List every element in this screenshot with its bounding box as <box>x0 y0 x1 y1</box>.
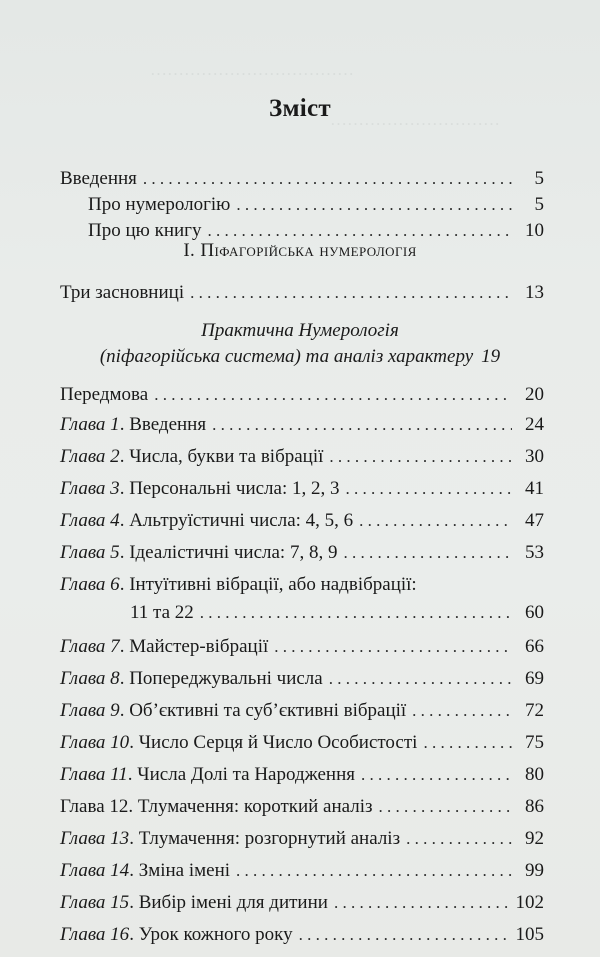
dot-leader <box>190 280 512 306</box>
toc-entry-label: Про нумерологію <box>88 194 231 215</box>
toc-entry-chapter-14[interactable] <box>60 858 544 884</box>
toc-entry-label: Глава 6. Інтуїтивні вібрації, або надвібрації: <box>60 574 417 595</box>
toc-entry-chapter-13[interactable] <box>60 826 544 852</box>
toc-entry-chapter-12[interactable] <box>60 794 544 820</box>
dot-leader <box>236 858 512 884</box>
toc-page-number: 66 <box>525 636 544 657</box>
toc-entry-label: Глава 13. Тлумачення: розгорнутий аналіз <box>60 828 401 849</box>
dot-leader <box>406 826 512 852</box>
chapter-prefix: Глава 11 <box>60 764 128 785</box>
toc-entry-chapter-16[interactable] <box>60 922 544 948</box>
dot-leader <box>361 762 512 788</box>
chapter-title: Числа, букви та вібрації <box>129 446 324 467</box>
toc-entry-chapter-9[interactable] <box>60 698 544 724</box>
toc-entry-chapter-3[interactable] <box>60 476 544 502</box>
dot-leader <box>346 476 513 502</box>
dot-leader <box>359 508 512 534</box>
toc-entry-three-founders[interactable] <box>60 280 544 306</box>
chapter-title: Введення <box>129 414 207 435</box>
chapter-prefix: Глава 6 <box>60 574 120 595</box>
toc-page-number: 41 <box>525 478 544 499</box>
toc-page-number: 92 <box>525 828 544 849</box>
dot-leader <box>329 444 512 470</box>
chapter-title: Вибір імені для дитини <box>138 892 328 913</box>
chapter-prefix: Глава 1 <box>60 414 120 435</box>
chapter-prefix: Глава 15 <box>60 892 130 913</box>
subsection-heading-text: (піфагорійська система) та аналіз характеру <box>99 346 474 367</box>
chapter-title: Майстер-вібрації <box>129 636 269 657</box>
page-title: Зміст <box>268 95 332 122</box>
dot-leader <box>143 166 512 192</box>
chapter-title: Об’єктивні та суб’єктивні вібрації <box>129 700 407 721</box>
chapter-title: Персональні числа: 1, 2, 3 <box>129 478 340 499</box>
toc-entry-chapter-1[interactable] <box>60 412 544 438</box>
dot-leader <box>236 192 512 218</box>
chapter-title: Числа Долі та Народження <box>137 764 355 785</box>
subsection-heading-line1: Практична Нумерологія <box>201 320 399 341</box>
toc-entry-label: Глава 3. Персональні числа: 1, 2, 3 <box>60 478 340 499</box>
toc-entry-chapter-4[interactable] <box>60 508 544 534</box>
toc-page-number: 69 <box>525 668 544 689</box>
chapter-prefix: Глава 16 <box>60 924 130 945</box>
section-heading: I. Піфагорійська нумерологія <box>183 240 417 261</box>
chapter-title: Інтуїтивні вібрації, або надвібрації: <box>129 574 417 595</box>
dot-leader <box>299 922 508 948</box>
subsection-heading-line2[interactable] <box>0 344 600 370</box>
toc-page-number: 5 <box>534 168 544 189</box>
chapter-title: Тлумачення: короткий аналіз <box>137 796 373 817</box>
chapter-title: Альтруїстичні числа: 4, 5, 6 <box>129 510 354 531</box>
toc-page-number: 24 <box>525 414 544 435</box>
chapter-prefix: Глава 12 <box>60 796 129 817</box>
toc-page-number: 13 <box>525 282 544 303</box>
toc-page-number: 105 <box>515 924 544 945</box>
toc-page-number: 47 <box>525 510 544 531</box>
toc-entry-chapter-6-continued[interactable] <box>130 600 544 626</box>
toc-entry-label: Про цю книгу <box>88 220 202 241</box>
toc-page-number: 102 <box>515 892 544 913</box>
toc-entry-label: Введення <box>60 168 137 189</box>
toc-entry-label: Глава 12. Тлумачення: короткий аналіз <box>60 796 373 817</box>
toc-entry-label: Глава 16. Урок кожного року <box>60 924 293 945</box>
dot-leader <box>343 540 512 566</box>
toc-entry-chapter-10[interactable] <box>60 730 544 756</box>
chapter-title: Зміна імені <box>138 860 231 881</box>
dot-leader <box>329 666 512 692</box>
toc-entry-label: Глава 14. Зміна імені <box>60 860 231 881</box>
chapter-title: Ідеалістичні числа: 7, 8, 9 <box>129 542 338 563</box>
chapter-prefix: Глава 7 <box>60 636 120 657</box>
dot-leader <box>412 698 512 724</box>
toc-entry-chapter-15[interactable] <box>60 890 544 916</box>
chapter-prefix: Глава 3 <box>60 478 120 499</box>
chapter-prefix: Глава 2 <box>60 446 120 467</box>
chapter-title: Урок кожного року <box>138 924 293 945</box>
toc-page-number: 10 <box>525 220 544 241</box>
toc-page-number: 19 <box>481 346 501 367</box>
chapter-prefix: Глава 4 <box>60 510 120 531</box>
chapter-title-continued: 11 та 22 <box>130 602 194 623</box>
toc-page-number: 5 <box>534 194 544 215</box>
toc-entry-chapter-5[interactable] <box>60 540 544 566</box>
toc-page-number: 20 <box>525 384 544 405</box>
toc-page-number: 86 <box>525 796 544 817</box>
chapter-title: Тлумачення: розгорнутий аналіз <box>138 828 401 849</box>
toc-entry-chapter-6[interactable] <box>60 572 544 598</box>
toc-entry-label: Три засновниці <box>60 282 185 303</box>
dot-leader <box>200 600 512 626</box>
toc-entry-chapter-8[interactable] <box>60 666 544 692</box>
toc-entry-label: Глава 2. Числа, букви та вібрації <box>60 446 324 467</box>
toc-page-number: 99 <box>525 860 544 881</box>
toc-page-number: 72 <box>525 700 544 721</box>
toc-entry-label: Глава 11. Числа Долі та Народження <box>60 764 355 785</box>
toc-entry-introduction[interactable] <box>60 166 544 192</box>
dot-leader <box>154 382 512 408</box>
dot-leader <box>274 634 512 660</box>
chapter-prefix: Глава 5 <box>60 542 120 563</box>
toc-entry-label: Глава 5. Ідеалістичні числа: 7, 8, 9 <box>60 542 338 563</box>
toc-entry-label: Глава 15. Вибір імені для дитини <box>60 892 328 913</box>
dot-leader <box>379 794 512 820</box>
toc-entry-label: Глава 7. Майстер-вібрації <box>60 636 269 657</box>
toc-entry-label: Глава 10. Число Серця й Число Особистості <box>60 732 418 753</box>
dot-leader <box>423 730 512 756</box>
toc-page-number: 60 <box>525 602 544 623</box>
chapter-prefix: Глава 13 <box>60 828 130 849</box>
toc-entry-chapter-2[interactable] <box>60 444 544 470</box>
toc-page-number: 30 <box>525 446 544 467</box>
toc-page-number: 75 <box>525 732 544 753</box>
toc-entry-label: Глава 4. Альтруїстичні числа: 4, 5, 6 <box>60 510 354 531</box>
toc-entry-label: Глава 1. Введення <box>60 414 207 435</box>
dot-leader <box>212 412 512 438</box>
chapter-prefix: Глава 8 <box>60 668 120 689</box>
toc-entry-preface[interactable] <box>60 382 544 408</box>
chapter-prefix: Глава 14 <box>60 860 130 881</box>
chapter-title: Число Серця й Число Особистості <box>138 732 418 753</box>
chapter-prefix: Глава 10 <box>60 732 130 753</box>
toc-entry-about-numerology[interactable] <box>88 192 544 218</box>
toc-entry-label: Передмова <box>60 384 149 405</box>
toc-entry-label: Глава 8. Попереджувальні числа <box>60 668 323 689</box>
toc-page-number: 80 <box>525 764 544 785</box>
dot-leader <box>334 890 508 916</box>
toc-entry-chapter-7[interactable] <box>60 634 544 660</box>
toc-entry-label: Глава 9. Об’єктивні та суб’єктивні вібрації <box>60 700 407 721</box>
chapter-title: Попереджувальні числа <box>129 668 323 689</box>
toc-page-number: 53 <box>525 542 544 563</box>
chapter-prefix: Глава 9 <box>60 700 120 721</box>
toc-entry-chapter-11[interactable] <box>60 762 544 788</box>
